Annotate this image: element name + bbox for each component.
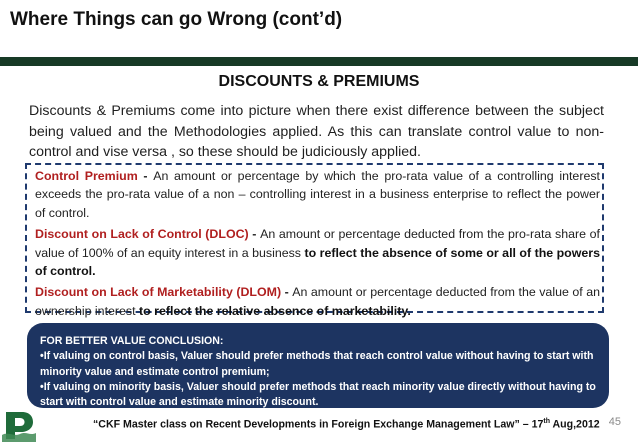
definition-term: Control Premium: [35, 169, 138, 183]
definition-emphasis: to reflect the absence of some or all of the powers of control.: [35, 245, 600, 279]
footer-date: Aug,2012: [549, 418, 600, 431]
conclusion-callout: [27, 323, 609, 408]
definition-dash: -: [137, 169, 154, 183]
conclusion-point: •If valuing on minority basis, Valuer should prefer methods that reach minority value directly without having to start with control value and estimate minority discount.: [40, 380, 596, 409]
definition-dlom: [35, 283, 600, 320]
intro-paragraph: Discounts & Premiums come into picture when there exist difference between the subject being valued and the Methodologies applied. As this can translate control value to non-control and vise versa , so these should be judiciously applied.: [29, 103, 604, 160]
footer-caption: [93, 418, 600, 431]
conclusion-point: •If valuing on control basis, Valuer should prefer methods that reach control value without having to start with minority value and estimate control premium;: [40, 350, 594, 378]
definition-text: An amount or percentage deducted from the value of an ownership interest: [35, 285, 600, 318]
page-number: 45: [608, 416, 621, 428]
definition-text: An amount or percentage deducted from the pro-rata share of value of 100% of an equity interest in a business: [35, 227, 600, 260]
definition-control-premium: [35, 167, 600, 222]
definitions-list: [35, 167, 600, 320]
title-divider-bar: [0, 57, 638, 66]
definition-dloc: [35, 225, 600, 280]
footer-superscript: th: [543, 418, 550, 425]
section-heading: DISCOUNTS & PREMIUMS: [218, 73, 420, 90]
definition-dash: -: [281, 285, 293, 300]
conclusion-heading: FOR BETTER VALUE CONCLUSION:: [40, 335, 224, 347]
definition-text: An amount or percentage by which the pro-rata value of a controlling interest exceeds the pro-rata value of a non – controlling interest in a business enterprise to reflect the power of control.: [35, 169, 600, 220]
definition-dash: -: [248, 227, 261, 242]
definition-emphasis: to reflect the relative absence of marketability.: [139, 303, 411, 318]
company-logo-icon: [0, 409, 36, 442]
footer-text: “CKF Master class on Recent Developments in Foreign Exchange Management Law” – 17: [93, 418, 544, 431]
slide-title: Where Things can go Wrong (cont’d): [10, 9, 343, 30]
definition-term: Discount on Lack of Control (DLOC): [35, 227, 249, 242]
definition-term: Discount on Lack of Marketability (DLOM): [35, 285, 282, 300]
